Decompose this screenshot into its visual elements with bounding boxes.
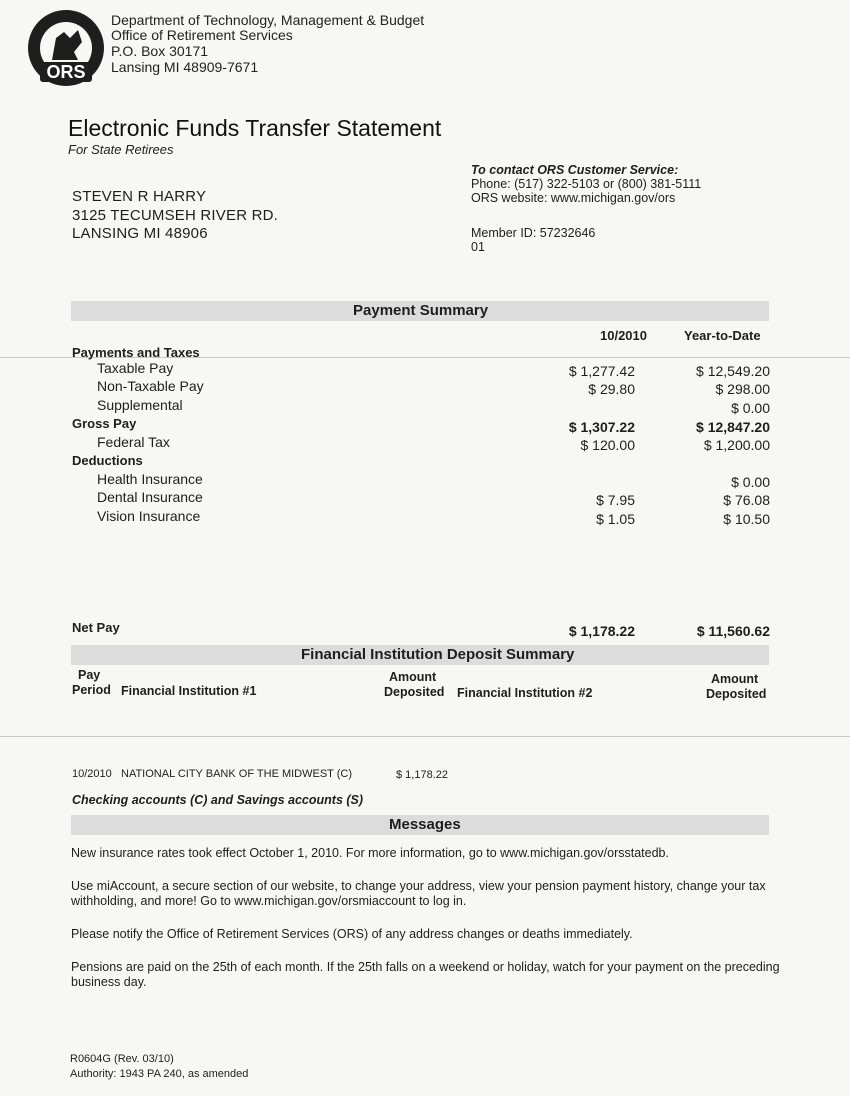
- paper-fold-line: [0, 736, 850, 737]
- po-box: P.O. Box 30171: [111, 43, 209, 59]
- vision-insurance-ytd: $ 10.50: [723, 511, 770, 527]
- recipient-name: STEVEN R HARRY: [72, 188, 207, 205]
- ytd-header: Year-to-Date: [684, 328, 761, 343]
- non-taxable-pay-ytd: $ 298.00: [715, 381, 770, 397]
- gross-pay-current: $ 1,307.22: [568, 419, 635, 435]
- taxable-pay-label: Taxable Pay: [97, 360, 174, 376]
- contact-heading: To contact ORS Customer Service:: [471, 163, 679, 177]
- amount-1-header: Amount: [389, 670, 437, 684]
- payment-summary-title: Payment Summary: [353, 302, 489, 319]
- account-type-note: Checking accounts (C) and Savings accounts (S): [72, 793, 364, 807]
- dental-insurance-ytd: $ 76.08: [723, 492, 770, 508]
- gross-pay-ytd: $ 12,847.20: [696, 419, 770, 435]
- vision-insurance-current: $ 1.05: [596, 511, 635, 527]
- authority: Authority: 1943 PA 240, as amended: [70, 1068, 249, 1080]
- institution-1-header: Financial Institution #1: [121, 684, 257, 698]
- institution-2-header: Financial Institution #2: [457, 686, 593, 700]
- federal-tax-label: Federal Tax: [97, 434, 170, 450]
- member-id: Member ID: 57232646: [471, 226, 596, 240]
- net-pay-ytd: $ 11,560.62: [696, 623, 770, 639]
- deposited-2-header: Deposited: [706, 687, 767, 701]
- federal-tax-ytd: $ 1,200.00: [703, 437, 770, 453]
- form-number: R0604G (Rev. 03/10): [70, 1053, 174, 1065]
- taxable-pay-current: $ 1,277.42: [568, 363, 635, 379]
- contact-website: ORS website: www.michigan.gov/ors: [471, 191, 676, 205]
- message-miaccount: Use miAccount, a secure section of our website, to change your address, view your pension payment history, change your tax withholding, and more! Go to www.michigan.gov/orsmiaccount to log in.: [71, 879, 766, 908]
- non-taxable-pay-label: Non-Taxable Pay: [97, 378, 204, 394]
- recipient-city: LANSING MI 48906: [72, 225, 208, 242]
- message-insurance-rates: New insurance rates took effect October 1, 2010. For more information, go to www.michigan.gov/orsstatedb.: [71, 846, 669, 860]
- message-notify: Please notify the Office of Retirement Services (ORS) of any address changes or deaths immediately.: [71, 927, 633, 941]
- pay-header: Pay: [78, 668, 101, 682]
- deposited-1-header: Deposited: [384, 685, 445, 699]
- supplemental-label: Supplemental: [97, 397, 183, 413]
- dental-insurance-current: $ 7.95: [596, 492, 635, 508]
- messages-title: Messages: [389, 816, 461, 833]
- member-suffix: 01: [471, 240, 485, 254]
- health-insurance-label: Health Insurance: [97, 471, 203, 487]
- deposit-period: 10/2010: [72, 768, 112, 780]
- dental-insurance-label: Dental Insurance: [97, 489, 203, 505]
- health-insurance-ytd: $ 0.00: [731, 474, 770, 490]
- deposit-summary-title: Financial Institution Deposit Summary: [301, 646, 575, 663]
- deposit-amount: $ 1,178.22: [396, 769, 448, 781]
- deductions-heading: Deductions: [72, 453, 143, 468]
- payments-and-taxes-heading: Payments and Taxes: [72, 345, 200, 360]
- office-city: Lansing MI 48909-7671: [111, 59, 259, 75]
- supplemental-ytd: $ 0.00: [731, 400, 770, 416]
- recipient-street: 3125 TECUMSEH RIVER RD.: [72, 207, 279, 224]
- taxable-pay-ytd: $ 12,549.20: [696, 363, 770, 379]
- current-period-header: 10/2010: [600, 328, 647, 343]
- ors-logo: [26, 8, 106, 88]
- period-header: Period: [72, 683, 111, 697]
- amount-2-header: Amount: [711, 672, 759, 686]
- statement-title: Electronic Funds Transfer Statement: [68, 115, 442, 141]
- non-taxable-pay-current: $ 29.80: [588, 381, 635, 397]
- department-name: Department of Technology, Management & Budget: [111, 12, 425, 28]
- office-name: Office of Retirement Services: [111, 27, 293, 43]
- statement-subtitle: For State Retirees: [68, 142, 174, 157]
- svg-text:ORS: ORS: [46, 62, 86, 82]
- message-pension-schedule: Pensions are paid on the 25th of each month. If the 25th falls on a weekend or holiday, watch for your payment on the preceding business day.: [71, 960, 780, 989]
- vision-insurance-label: Vision Insurance: [97, 508, 201, 524]
- gross-pay-label: Gross Pay: [72, 416, 137, 431]
- deposit-institution: NATIONAL CITY BANK OF THE MIDWEST (C): [121, 768, 353, 780]
- net-pay-current: $ 1,178.22: [568, 623, 635, 639]
- federal-tax-current: $ 120.00: [580, 437, 635, 453]
- net-pay-label: Net Pay: [72, 620, 120, 635]
- contact-phone: Phone: (517) 322-5103 or (800) 381-5111: [471, 177, 702, 191]
